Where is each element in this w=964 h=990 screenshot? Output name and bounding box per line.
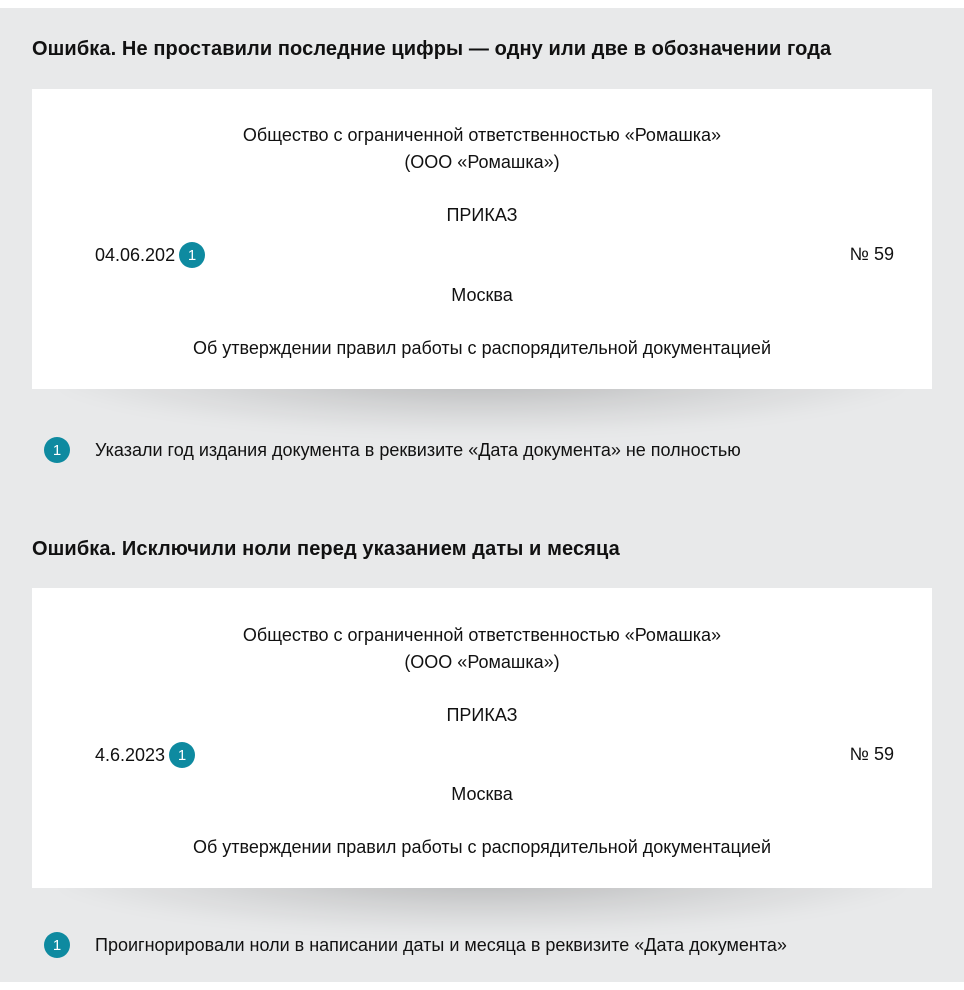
section-2-title: Ошибка. Исключили ноли перед указанием даты и месяца — [32, 538, 620, 560]
note-marker-badge: 1 — [44, 437, 70, 463]
org-short-name: (ООО «Ромашка») — [404, 152, 560, 172]
note-text: Указали год издания документа в реквизите «Дата документа» не полностью — [95, 439, 741, 460]
doc-city: Москва — [451, 285, 513, 305]
note-marker-badge: 1 — [44, 932, 70, 958]
doc-date-value: 04.06.202 — [95, 244, 176, 265]
doc-subject: Об утверждении правил работы с распорядительной документацией — [193, 338, 771, 358]
note-text: Проигнорировали ноли в написании даты и месяца в реквизите «Дата документа» — [95, 934, 787, 955]
doc-subject: Об утверждении правил работы с распорядительной документацией — [193, 837, 771, 857]
org-short-name: (ООО «Ромашка») — [404, 652, 560, 672]
doc-type: ПРИКАЗ — [446, 705, 518, 725]
doc-number: № 59 — [849, 744, 894, 764]
section-1-document — [32, 89, 932, 389]
doc-date — [95, 242, 205, 268]
doc-date — [95, 742, 195, 768]
section-1-title: Ошибка. Не проставили последние цифры — одну или две в обозначении года — [32, 38, 832, 60]
org-full-name: Общество с ограниченной ответственностью «Ромашка» — [242, 625, 722, 645]
doc-type: ПРИКАЗ — [446, 205, 518, 225]
error-marker-badge: 1 — [169, 742, 195, 768]
section-1-note — [44, 437, 741, 463]
doc-city: Москва — [451, 784, 513, 804]
section-2-note — [44, 932, 787, 958]
section-2-document — [32, 588, 932, 888]
org-full-name: Общество с ограниченной ответственностью «Ромашка» — [242, 125, 722, 145]
doc-date-value: 4.6.2023 — [95, 744, 166, 765]
infographic-panel — [0, 8, 964, 982]
doc-number: № 59 — [849, 244, 894, 264]
error-marker-badge: 1 — [179, 242, 205, 268]
